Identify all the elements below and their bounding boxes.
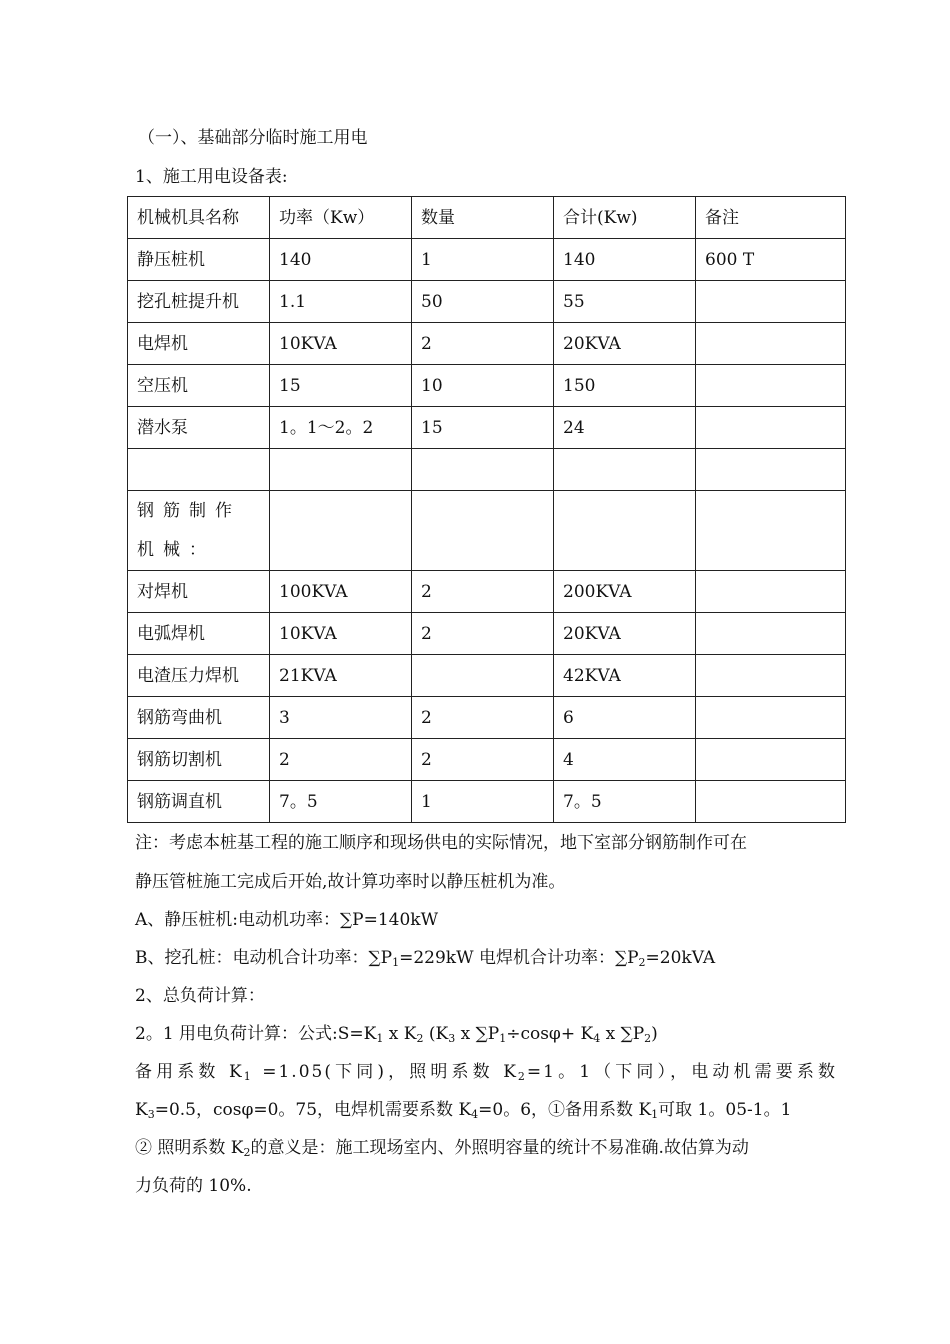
table-cell: 2 — [412, 697, 554, 739]
table-cell: 140 — [554, 239, 696, 281]
table-cell — [696, 323, 846, 365]
header-cell: 功率（Kw） — [270, 197, 412, 239]
table-cell: 15 — [270, 365, 412, 407]
subscript: 1 — [392, 956, 400, 969]
text-fragment: ② 照明系数 K — [135, 1138, 244, 1158]
table-cell — [696, 781, 846, 823]
table-cell: 10KVA — [270, 323, 412, 365]
coefficient-line-1 — [135, 1060, 837, 1084]
table-cell: 24 — [554, 407, 696, 449]
table-cell: 2 — [412, 613, 554, 655]
table-cell: 1 — [412, 239, 554, 281]
table-cell: 20KVA — [554, 613, 696, 655]
table-cell: 600 T — [696, 239, 846, 281]
text-fragment: ÷cosφ+ K — [506, 1024, 594, 1044]
subscript: 2 — [416, 1032, 424, 1045]
table-cell: 2 — [270, 739, 412, 781]
table-cell — [696, 697, 846, 739]
subscript: 2 — [243, 1146, 251, 1159]
table-header-row — [128, 197, 846, 239]
text-fragment: =0.5，cosφ=0。75，电焊机需要系数 K — [154, 1100, 472, 1120]
note-line-1: 注：考虑本桩基工程的施工顺序和现场供电的实际情况，地下室部分钢筋制作可在 — [135, 833, 747, 853]
table-cell: 50 — [412, 281, 554, 323]
subscript: 1 — [376, 1032, 384, 1045]
line-a-static-pile: A、静压桩机:电动机功率：∑P=140kW — [135, 910, 439, 930]
table-cell: 21KVA — [270, 655, 412, 697]
text-fragment: B、挖孔桩：电动机合计功率：∑P — [135, 948, 393, 968]
table-caption: 1、施工用电设备表: — [135, 167, 288, 187]
table-cell: 10KVA — [270, 613, 412, 655]
table-cell: 6 — [554, 697, 696, 739]
table-cell: 7。5 — [270, 781, 412, 823]
table-cell — [270, 491, 412, 571]
table-cell — [554, 449, 696, 491]
table-cell — [696, 281, 846, 323]
subscript: 1 — [243, 1070, 253, 1083]
table-cell: 4 — [554, 739, 696, 781]
table-cell: 140 — [270, 239, 412, 281]
table-cell: 3 — [270, 697, 412, 739]
table-cell: 20KVA — [554, 323, 696, 365]
table-cell: 2 — [412, 323, 554, 365]
line-b-bored-pile — [135, 946, 715, 970]
text-fragment: 2。1 用电负荷计算：公式:S=K — [135, 1024, 377, 1044]
table-cell: 对焊机 — [128, 571, 270, 613]
table-row — [128, 239, 846, 281]
total-load-title: 2、总负荷计算： — [135, 986, 265, 1006]
subscript: 2 — [638, 956, 646, 969]
table-row — [128, 281, 846, 323]
table-cell: 2 — [412, 571, 554, 613]
text-fragment: x ∑P — [455, 1024, 500, 1044]
table-row — [128, 449, 846, 491]
table-cell — [696, 571, 846, 613]
subscript: 3 — [448, 1032, 456, 1045]
table-row — [128, 781, 846, 823]
table-cell — [554, 491, 696, 571]
text-fragment: K — [135, 1100, 148, 1120]
table-cell: 42KVA — [554, 655, 696, 697]
note-line-2: 静压管桩施工完成后开始,故计算功率时以静压桩机为准。 — [135, 872, 566, 892]
table-cell — [696, 655, 846, 697]
table-cell — [412, 655, 554, 697]
table-cell: 200KVA — [554, 571, 696, 613]
table-cell: 150 — [554, 365, 696, 407]
text-fragment: 可取 1。05-1。1 — [658, 1100, 792, 1120]
text-fragment: x K — [383, 1024, 417, 1044]
table-cell: 15 — [412, 407, 554, 449]
table-cell — [696, 491, 846, 571]
header-cell: 数量 — [412, 197, 554, 239]
load-formula — [135, 1022, 658, 1046]
table-row — [128, 323, 846, 365]
text-fragment: (K — [423, 1024, 449, 1044]
table-row — [128, 613, 846, 655]
table-row — [128, 739, 846, 781]
table-row — [128, 365, 846, 407]
table-cell: 55 — [554, 281, 696, 323]
subscript: 3 — [147, 1108, 155, 1121]
table-row — [128, 407, 846, 449]
table-cell: 潜水泵 — [128, 407, 270, 449]
coefficient-line-2 — [135, 1098, 791, 1122]
table-cell: 1 — [412, 781, 554, 823]
table-row — [128, 571, 846, 613]
table-cell — [128, 449, 270, 491]
table-cell — [696, 407, 846, 449]
table-cell — [696, 739, 846, 781]
text-fragment: =0。6，①备用系数 K — [478, 1100, 652, 1120]
table-cell: 空压机 — [128, 365, 270, 407]
table-cell: 钢筋弯曲机 — [128, 697, 270, 739]
subscript: 4 — [471, 1108, 479, 1121]
table-cell: 7。5 — [554, 781, 696, 823]
coefficient-line-3 — [135, 1136, 749, 1160]
table-row — [128, 655, 846, 697]
table-cell: 2 — [412, 739, 554, 781]
equipment-table — [127, 196, 846, 823]
table-cell: 电渣压力焊机 — [128, 655, 270, 697]
table-row — [128, 697, 846, 739]
table-cell: 1.1 — [270, 281, 412, 323]
text-fragment: x ∑P — [600, 1024, 645, 1044]
table-cell: 电弧焊机 — [128, 613, 270, 655]
table-cell — [696, 449, 846, 491]
table-cell: 静压桩机 — [128, 239, 270, 281]
text-fragment: ) — [651, 1024, 658, 1044]
subscript: 1 — [651, 1108, 659, 1121]
table-cell — [412, 449, 554, 491]
table-cell: 钢筋调直机 — [128, 781, 270, 823]
text-fragment: 的意义是：施工现场室内、外照明容量的统计不易准确.故估算为动 — [250, 1138, 749, 1158]
subscript: 1 — [499, 1032, 507, 1045]
text-fragment: =1.05(下同)，照明系数 K — [252, 1062, 518, 1082]
text-fragment: 备用系数 K — [135, 1062, 244, 1082]
header-cell: 合计(Kw) — [554, 197, 696, 239]
table-cell — [412, 491, 554, 571]
header-cell: 备注 — [696, 197, 846, 239]
table-cell: 10 — [412, 365, 554, 407]
section-title: （一）、基础部分临时施工用电 — [138, 128, 368, 148]
subscript: 2 — [644, 1032, 652, 1045]
text-fragment: =20kVA — [645, 948, 716, 968]
table-cell: 钢筋切割机 — [128, 739, 270, 781]
table-cell — [270, 449, 412, 491]
table-cell: 100KVA — [270, 571, 412, 613]
table-cell — [696, 613, 846, 655]
subscript: 2 — [517, 1070, 527, 1083]
table-cell: 钢筋制作机械： — [128, 491, 270, 571]
table-cell: 1。1～2。2 — [270, 407, 412, 449]
text-fragment: =229kW 电焊机合计功率：∑P — [399, 948, 639, 968]
text-fragment: =1。1（下同），电动机需要系数 — [526, 1062, 837, 1082]
table-cell — [696, 365, 846, 407]
table-row — [128, 491, 846, 571]
subscript: 4 — [593, 1032, 601, 1045]
table-cell: 挖孔桩提升机 — [128, 281, 270, 323]
table-cell: 电焊机 — [128, 323, 270, 365]
header-cell: 机械机具名称 — [128, 197, 270, 239]
coefficient-line-4: 力负荷的 10%. — [135, 1176, 252, 1196]
